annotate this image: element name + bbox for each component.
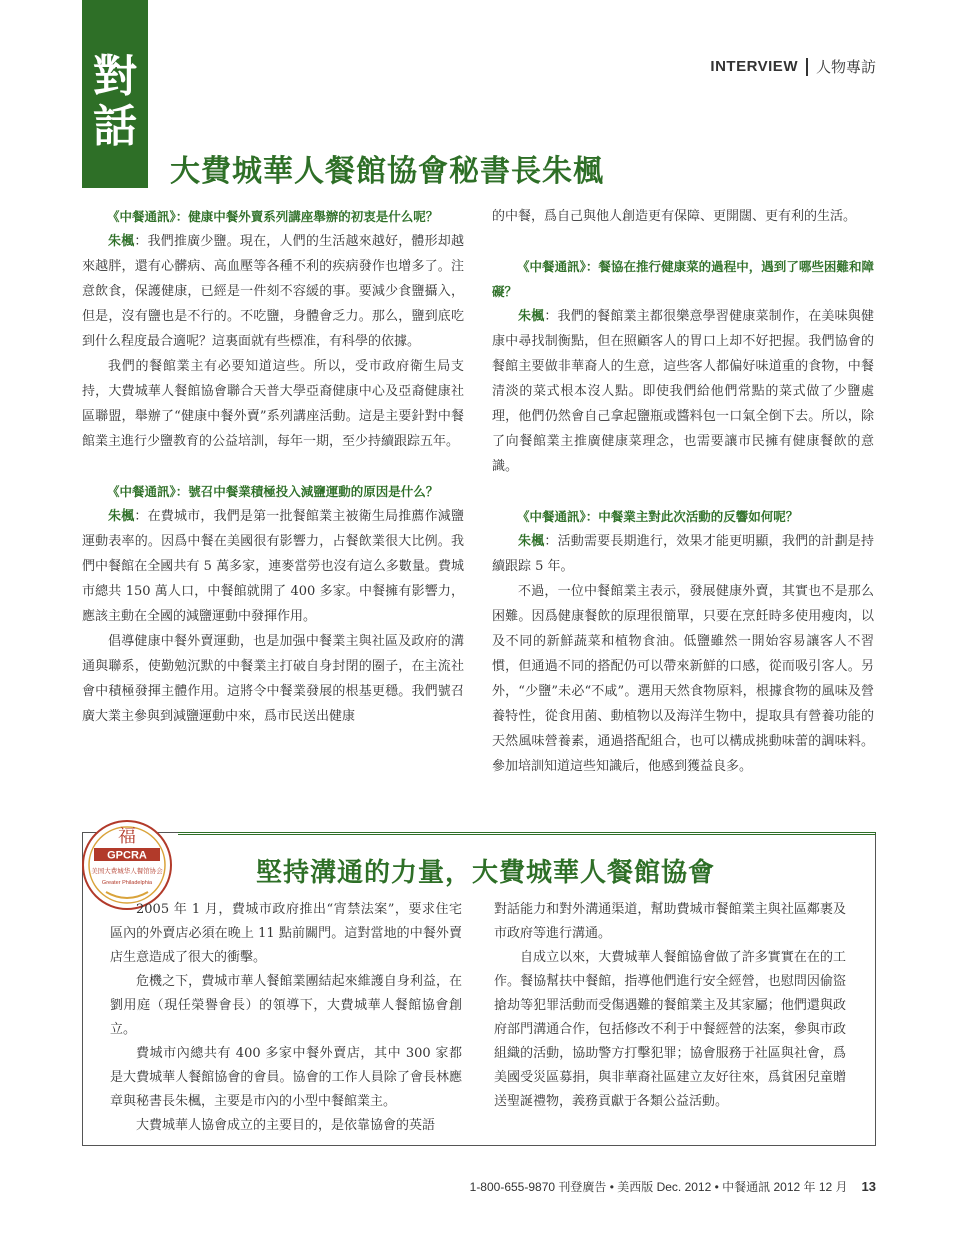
article-column-right [492, 204, 874, 779]
answer-4 [492, 529, 874, 579]
sidebar-column-left [110, 898, 462, 1138]
page-footer [470, 1178, 876, 1195]
answer-3-text: ：我們的餐館業主都很樂意學習健康菜制作，在美味與健康中尋找制衡點，但在照顧客人的胃口上却不好把握。我們協會的餐館主要做非華裔人的生意，這些客人都偏好味道重的食物，中餐清淡的菜式根本沒人點。即使我們給他們常點的菜式做了少鹽處理，他們仍然會自己拿起鹽瓶或醬料包一口氣全倒下去。所以，除了向餐館業主推廣健康菜理念，也需要讓市民擁有健康餐飲的意識。 [492, 309, 874, 474]
answer-4-text: ：活動需要長期進行，效果才能更明顯，我們的計劃是持續跟踪 5 年。 [492, 534, 874, 574]
sidebar-paragraph-2: 危機之下，費城市華人餐館業團結起來維護自身利益，在劉用庭（現任榮譽會長）的領導下，大費城華人餐館協會創立。 [110, 974, 462, 1037]
sidebar-paragraph-4: 大費城華人協會成立的主要目的，是依靠協會的英語 [136, 1118, 436, 1133]
sidebar-box-top-rule [178, 832, 876, 835]
answer-4-speaker: 朱楓 [518, 534, 545, 549]
sidebar-paragraph-5: 自成立以來，大費城華人餐館協會做了許多實實在在的工作。餐協幫扶中餐館，指導他們進行安全經營，也慰問因偷盜搶劫等犯罪活動而受傷遇難的餐館業主及其家屬；他們還與政府部門溝通合作，包括修改不利于中餐經營的法案，參與市政組織的活動，協助警方打擊犯罪；協會服務于社區與社會，爲美國受災區募捐，與非華裔社區建立友好往來，爲貧困兒童贈送聖誕禮物，義務貢獻于各類公益活動。 [494, 950, 846, 1109]
running-head [710, 56, 876, 77]
running-head-en: INTERVIEW [710, 58, 798, 75]
section-tab-char-2: 話 [93, 101, 137, 152]
answer-2 [82, 504, 464, 629]
section-tab-char-1: 對 [93, 51, 137, 102]
question-2: 《中餐通訊》：號召中餐業積極投入減鹽運動的原因是什么？ [107, 484, 439, 499]
paragraph-2: 我們的餐館業主有必要知道這些。所以，受市政府衛生局支持，大費城華人餐館協會聯合天普大學亞裔健康中心及亞裔健康社區聯盟，舉辦了“健康中餐外賣”系列講座活動。這是主要針對中餐館業主進行少鹽教育的公益培訓，每年一期，至少持續跟踪五年。 [82, 359, 464, 449]
article-title: 大費城華人餐館協會秘書長朱楓 [170, 154, 604, 189]
sidebar-paragraph-3: 費城市內總共有 400 多家中餐外賣店，其中 300 家都是大費城華人餐館協會的會員。協會的工作人員除了會長林應章與秘書長朱楓，主要是市內的小型中餐館業主。 [110, 1046, 462, 1109]
answer-1 [82, 229, 464, 354]
running-head-divider [806, 58, 808, 76]
paragraph-8: 不過，一位中餐館業主表示，發展健康外賣，其實也不是那么困難。因爲健康餐飲的原理很簡單，只要在烹飪時多使用瘦肉，以及不同的新鮮蔬菜和植物食油。低鹽雖然一開始容易讓客人不習慣，但通過不同的搭配仍可以帶來新鮮的口感，從而吸引客人。另外，“少鹽”未必“不咸”。選用天然食物原料，根據食物的風味及營養特性，從食用菌、動植物以及海洋生物中，提取具有營養功能的天然風味營養素，通過搭配組合，也可以構成挑動味蕾的調味料。參加培訓知道這些知識后，他感到獲益良多。 [492, 584, 874, 774]
question-3: 《中餐通訊》：餐協在推行健康菜的過程中，遇到了哪些困難和障礙？ [492, 259, 874, 299]
logo-zh-name: 美国大费城华人餐馆协会 [91, 867, 163, 875]
answer-2-speaker: 朱楓 [108, 509, 135, 524]
section-tab [82, 0, 148, 188]
sidebar-box-title: 堅持溝通的力量，大費城華人餐館協會 [256, 858, 716, 888]
paragraph-4: 倡導健康中餐外賣運動，也是加强中餐業主與社區及政府的溝通與聯系，使勤勉沉默的中餐業主打破自身封閉的圈子，在主流社會中積極發揮主體作用。這將令中餐業發展的根基更穩。我們號召廣大業主參與到減鹽運動中來，爲市民送出健康 [82, 634, 464, 724]
sidebar-column-right [494, 898, 846, 1114]
sidebar-paragraph-1: 2005 年 1 月，費城市政府推出“宵禁法案”，要求住宅區內的外賣店必須在晚上 11 點前關門。這對當地的中餐外賣店生意造成了很大的衝擊。 [110, 902, 462, 965]
footer-text: 1-800-655-9870 刊登廣告 • 美西版 Dec. 2012 • 中餐通訊 2012 年 12 月 [469, 1180, 848, 1194]
page-number: 13 [861, 1179, 876, 1194]
answer-3 [492, 304, 874, 479]
sidebar-paragraph-4-continued: 對話能力和對外溝通渠道，幫助費城市餐館業主與社區鄰裹及市政府等進行溝通。 [494, 902, 846, 941]
question-4: 《中餐通訊》：中餐業主對此次活動的反響如何呢？ [517, 509, 799, 524]
article-column-left [82, 204, 464, 729]
running-head-zh: 人物專訪 [815, 58, 876, 76]
logo-sub: Greater Philadelphia [101, 880, 153, 886]
question-1: 《中餐通訊》：健康中餐外賣系列講座舉辦的初衷是什么呢？ [107, 209, 439, 224]
logo-fu-char: 福 [118, 826, 136, 847]
answer-2-text: ：在費城市，我們是第一批餐館業主被衛生局推薦作減鹽運動表率的。因爲中餐在美國很有影響力，占餐飲業很大比例。我們中餐館在全國共有 5 萬多家，連麥當勞也沒有這么多數量。費城市總共 150 萬人口，中餐館就開了 400 多家。中餐擁有影響力，應該主動在全國的減鹽運動中發揮作用。 [82, 509, 464, 624]
answer-1-speaker: 朱楓 [108, 234, 135, 249]
answer-3-speaker: 朱楓 [518, 309, 545, 324]
answer-1-text: ：我們推廣少鹽。現在，人們的生活越來越好，體形却越來越胖，還有心髒病、高血壓等各種不利的疾病發作也增多了。注意飲食，保護健康，已經是一件刻不容緩的事。要減少食鹽攝入，但是，沒有鹽也是不行的。不吃鹽，身體會乏力。那么，鹽到底吃到什么程度最合適呢？這裏面就有些標准，有科學的依據。 [82, 234, 464, 349]
logo-gpcra: GPCRA [107, 849, 147, 862]
paragraph-4-continued: 的中餐，爲自己與他人創造更有保障、更開闊、更有利的生活。 [492, 209, 857, 224]
